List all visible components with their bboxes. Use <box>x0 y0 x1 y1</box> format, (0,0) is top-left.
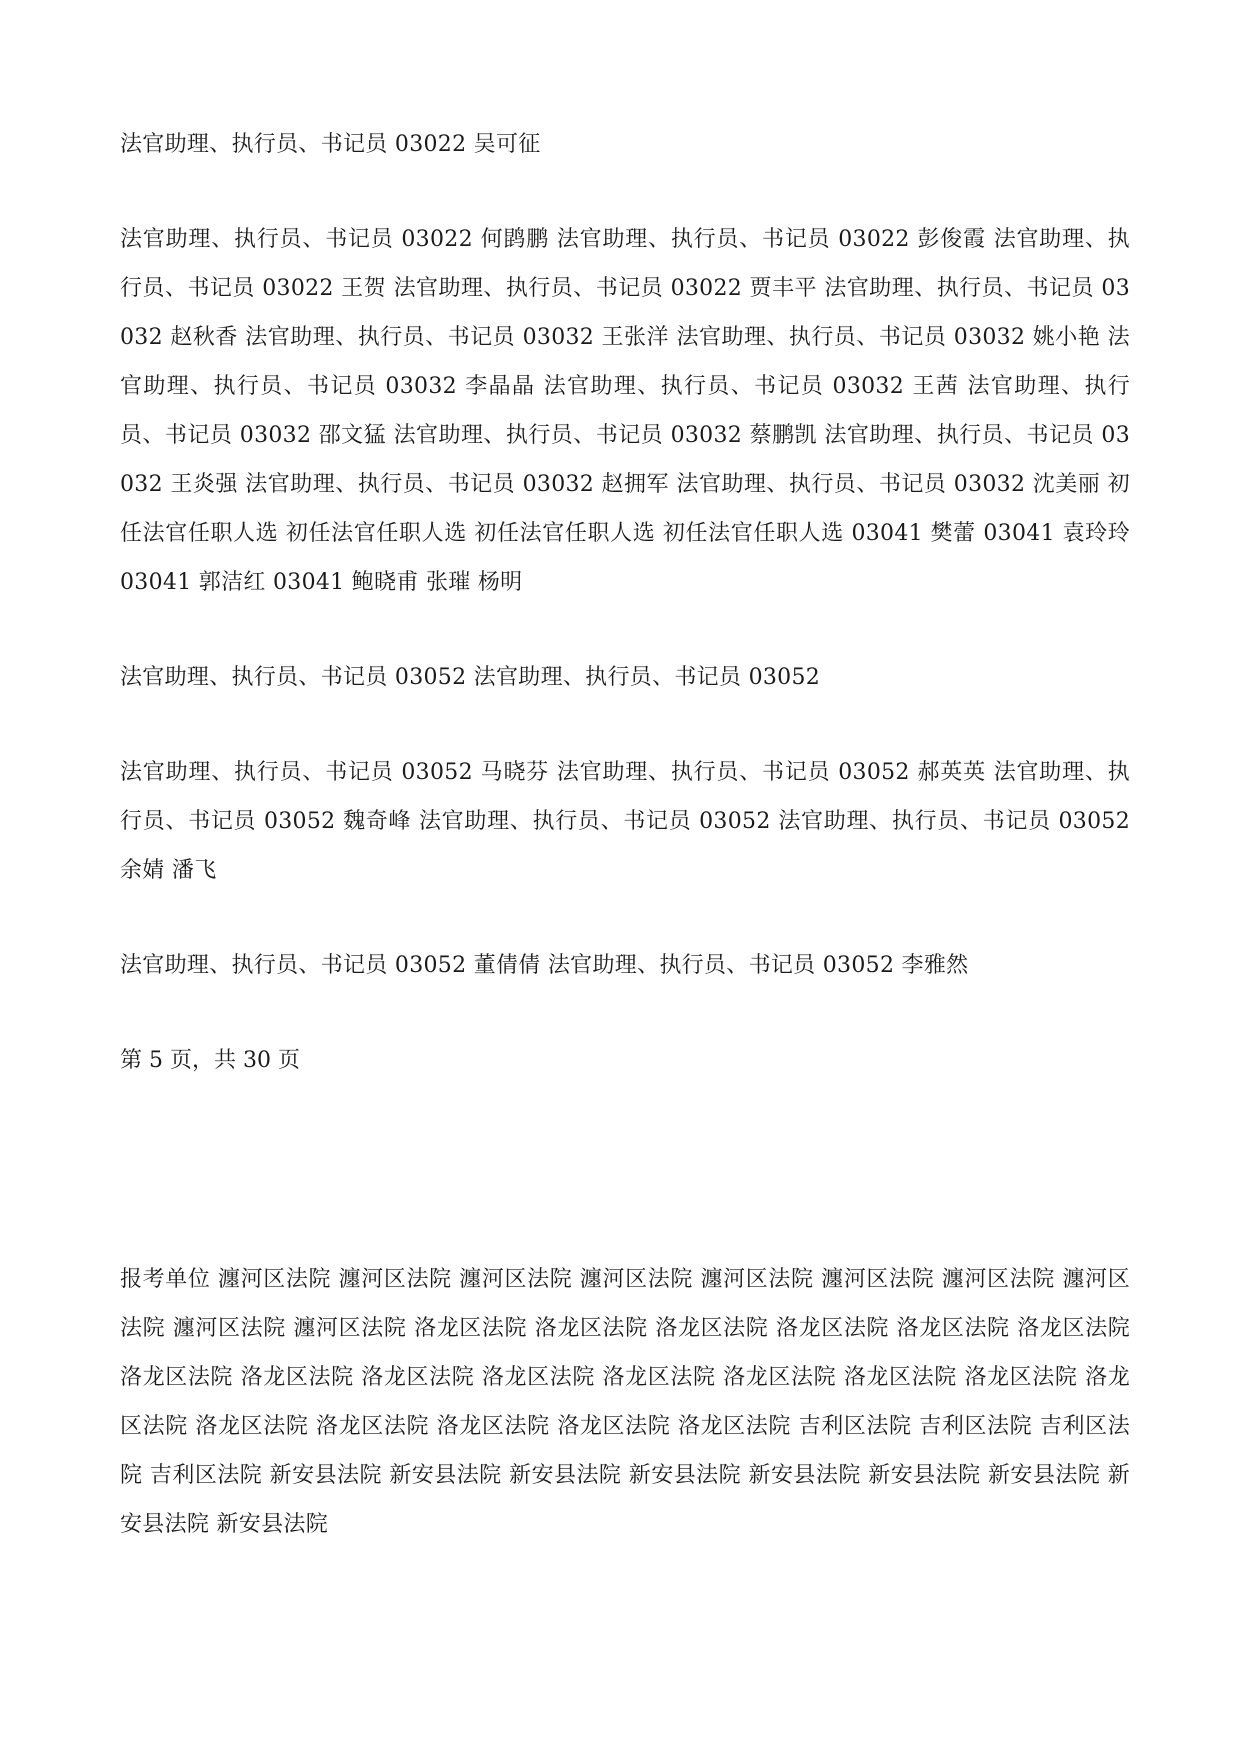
document-page <box>120 120 1130 1549</box>
paragraph-5: 法官助理、执行员、书记员 03052 董倩倩 法官助理、执行员、书记员 03052 李雅然 <box>120 953 969 978</box>
paragraph-3: 法官助理、执行员、书记员 03052 法官助理、执行员、书记员 03052 <box>120 665 821 690</box>
paragraph-4: 法官助理、执行员、书记员 03052 马晓芬 法官助理、执行员、书记员 03052 郝英英 法官助理、执行员、书记员 03052 魏奇峰 法官助理、执行员、书记员 03052 法官助理、执行员、书记员 03052 余婧 潘飞 <box>120 760 1130 883</box>
units-paragraph: 报考单位 瀍河区法院 瀍河区法院 瀍河区法院 瀍河区法院 瀍河区法院 瀍河区法院 瀍河区法院 瀍河区法院 瀍河区法院 瀍河区法院 洛龙区法院 洛龙区法院 洛龙区法院 洛龙区法院 洛龙区法院 洛龙区法院 洛龙区法院 洛龙区法院 洛龙区法院 洛龙区法院 洛龙区法院 洛龙区法院 洛龙区法院 洛龙区法院 洛龙区法院 洛龙区法院 洛龙区法院 洛龙区法院 洛龙区法院 洛龙区法院 吉利区法院 吉利区法院 吉利区法院 吉利区法院 新安县法院 新安县法院 新安县法院 新安县法院 新安县法院 新安县法院 新安县法院 新安县法院 新安县法院 <box>120 1267 1130 1537</box>
paragraph-2: 法官助理、执行员、书记员 03022 何鹍鹏 法官助理、执行员、书记员 03022 彭俊霞 法官助理、执行员、书记员 03022 王贺 法官助理、执行员、书记员 03022 贾丰平 法官助理、执行员、书记员 03032 赵秋香 法官助理、执行员、书记员 03032 王张洋 法官助理、执行员、书记员 03032 姚小艳 法官助理、执行员、书记员 03032 李晶晶 法官助理、执行员、书记员 03032 王茜 法官助理、执行员、书记员 03032 邵文猛 法官助理、执行员、书记员 03032 蔡鹏凯 法官助理、执行员、书记员 03032 王炎强 法官助理、执行员、书记员 03032 赵拥军 法官助理、执行员、书记员 03032 沈美丽 初任法官任职人选 初任法官任职人选 初任法官任职人选 初任法官任职人选 03041 樊蕾 03041 袁玲玲 03041 郭洁红 03041 鲍晓甫 张璀 杨明 <box>120 227 1130 595</box>
page-footer: 第 5 页，共 30 页 <box>120 1048 300 1073</box>
paragraph-1: 法官助理、执行员、书记员 03022 吴可征 <box>120 132 541 157</box>
